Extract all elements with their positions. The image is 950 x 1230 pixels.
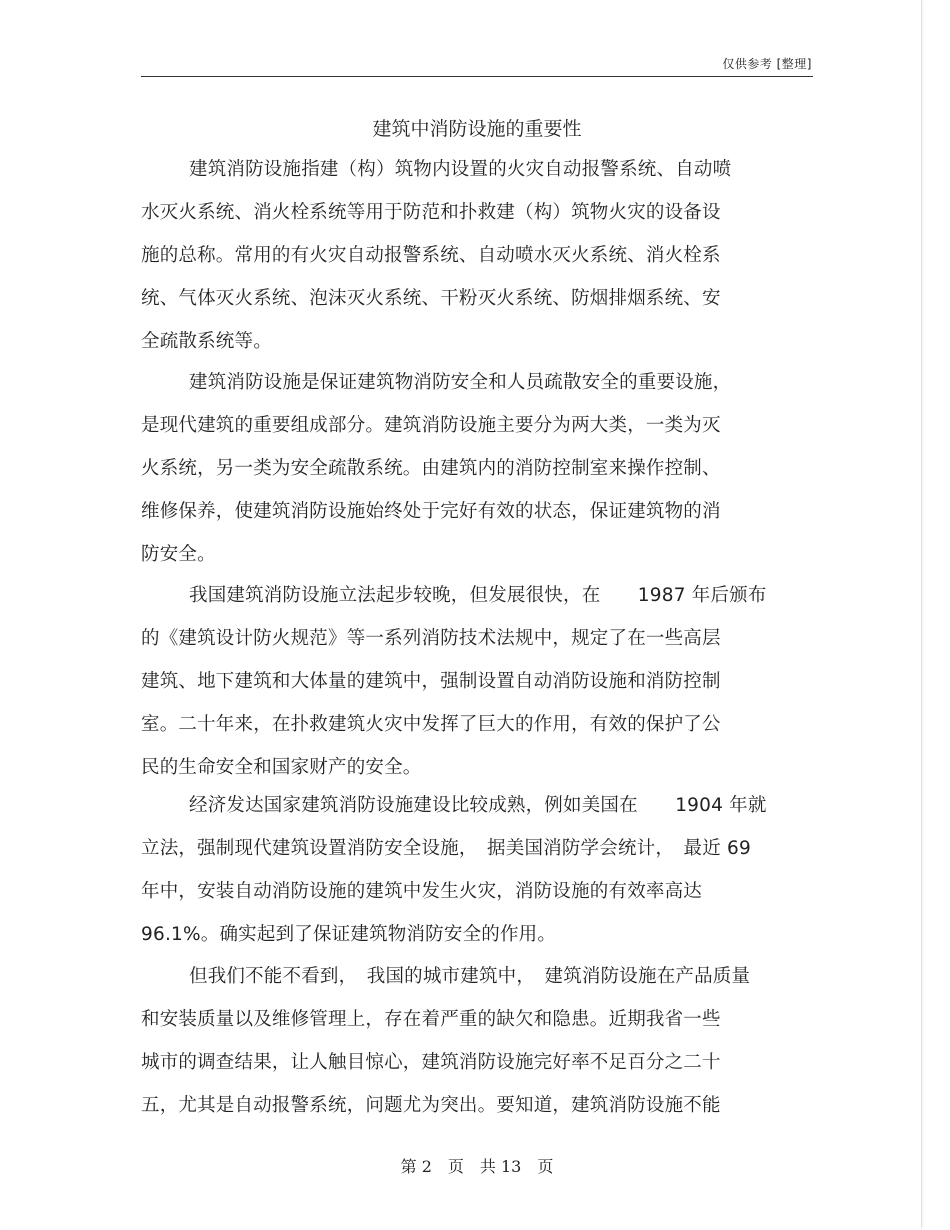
paragraph-line: 立法，强制现代建筑设置消防安全设施， 据美国消防学会统计， 最近 69 — [141, 838, 751, 859]
paragraph-line: 建筑、地下建筑和大体量的建筑中，强制设置自动消防设施和消防控制 — [141, 671, 721, 692]
paragraph-line: 民的生命安全和国家财产的安全。 — [141, 757, 422, 778]
paragraph-line: 但我们不能不看到， 我国的城市建筑中， 建筑消防设施在产品质量 — [189, 966, 751, 987]
paragraph-line: 统、气体灭火系统、泡沫灭火系统、干粉灭火系统、防烟排烟系统、安 — [141, 288, 721, 309]
paragraph-3 — [141, 581, 831, 796]
paragraph-line: 全疏散系统等。 — [141, 331, 272, 352]
paragraph-line: 建筑消防设施是保证建筑物消防安全和人员疏散安全的重要设施， — [189, 372, 732, 393]
paragraph-line: 水灭火系统、消火栓系统等用于防范和扑救建（构）筑物火灾的设备设 — [141, 202, 721, 223]
paragraph-5 — [141, 962, 831, 1134]
page-number: 第 2 页 共 13 页 — [400, 1157, 554, 1176]
paragraph-line: 年中，安装自动消防设施的建筑中发生火灾，消防设施的有效率高达 — [141, 881, 703, 902]
paragraph-line: 我国建筑消防设施立法起步较晚，但发展很快，在 1987 年后颁布 — [189, 585, 767, 606]
paragraph-line: 建筑消防设施指建（构）筑物内设置的火灾自动报警系统、自动喷 — [189, 159, 732, 180]
paragraph-line: 五，尤其是自动报警系统，问题尤为突出。要知道，建筑消防设施不能 — [141, 1095, 721, 1116]
paragraph-line: 防安全。 — [141, 544, 216, 565]
paragraph-line: 维修保养，使建筑消防设施始终处于完好有效的状态，保证建筑物的消 — [141, 501, 721, 522]
header-note: 仅供参考 [整理] — [722, 57, 812, 71]
paragraph-line: 城市的调查结果，让人触目惊心，建筑消防设施完好率不足百分之二十 — [141, 1052, 721, 1073]
paragraph-line: 经济发达国家建筑消防设施建设比较成熟，例如美国在 1904 年就 — [189, 795, 767, 816]
paragraph-line: 室。二十年来，在扑救建筑火灾中发挥了巨大的作用，有效的保护了公 — [141, 714, 721, 735]
paragraph-line: 火系统，另一类为安全疏散系统。由建筑内的消防控制室来操作控制、 — [141, 458, 721, 479]
paragraph-line: 和安装质量以及维修管理上，存在着严重的缺欠和隐患。近期我省一些 — [141, 1009, 721, 1030]
paragraph-2 — [141, 368, 831, 583]
paragraph-line: 的《建筑设计防火规范》等一系列消防技术法规中，规定了在一些高层 — [141, 628, 721, 649]
paragraph-4 — [141, 791, 831, 963]
document-title: 建筑中消防设施的重要性 — [372, 118, 582, 140]
document-page — [2, 0, 922, 1228]
paragraph-line: 施的总称。常用的有火灾自动报警系统、自动喷水灭火系统、消火栓系 — [141, 245, 721, 266]
header-rule — [141, 76, 813, 77]
paragraph-line: 是现代建筑的重要组成部分。建筑消防设施主要分为两大类，一类为灭 — [141, 415, 721, 436]
paragraph-1 — [141, 155, 831, 370]
paragraph-line: 96.1%。确实起到了保证建筑物消防安全的作用。 — [141, 924, 557, 945]
